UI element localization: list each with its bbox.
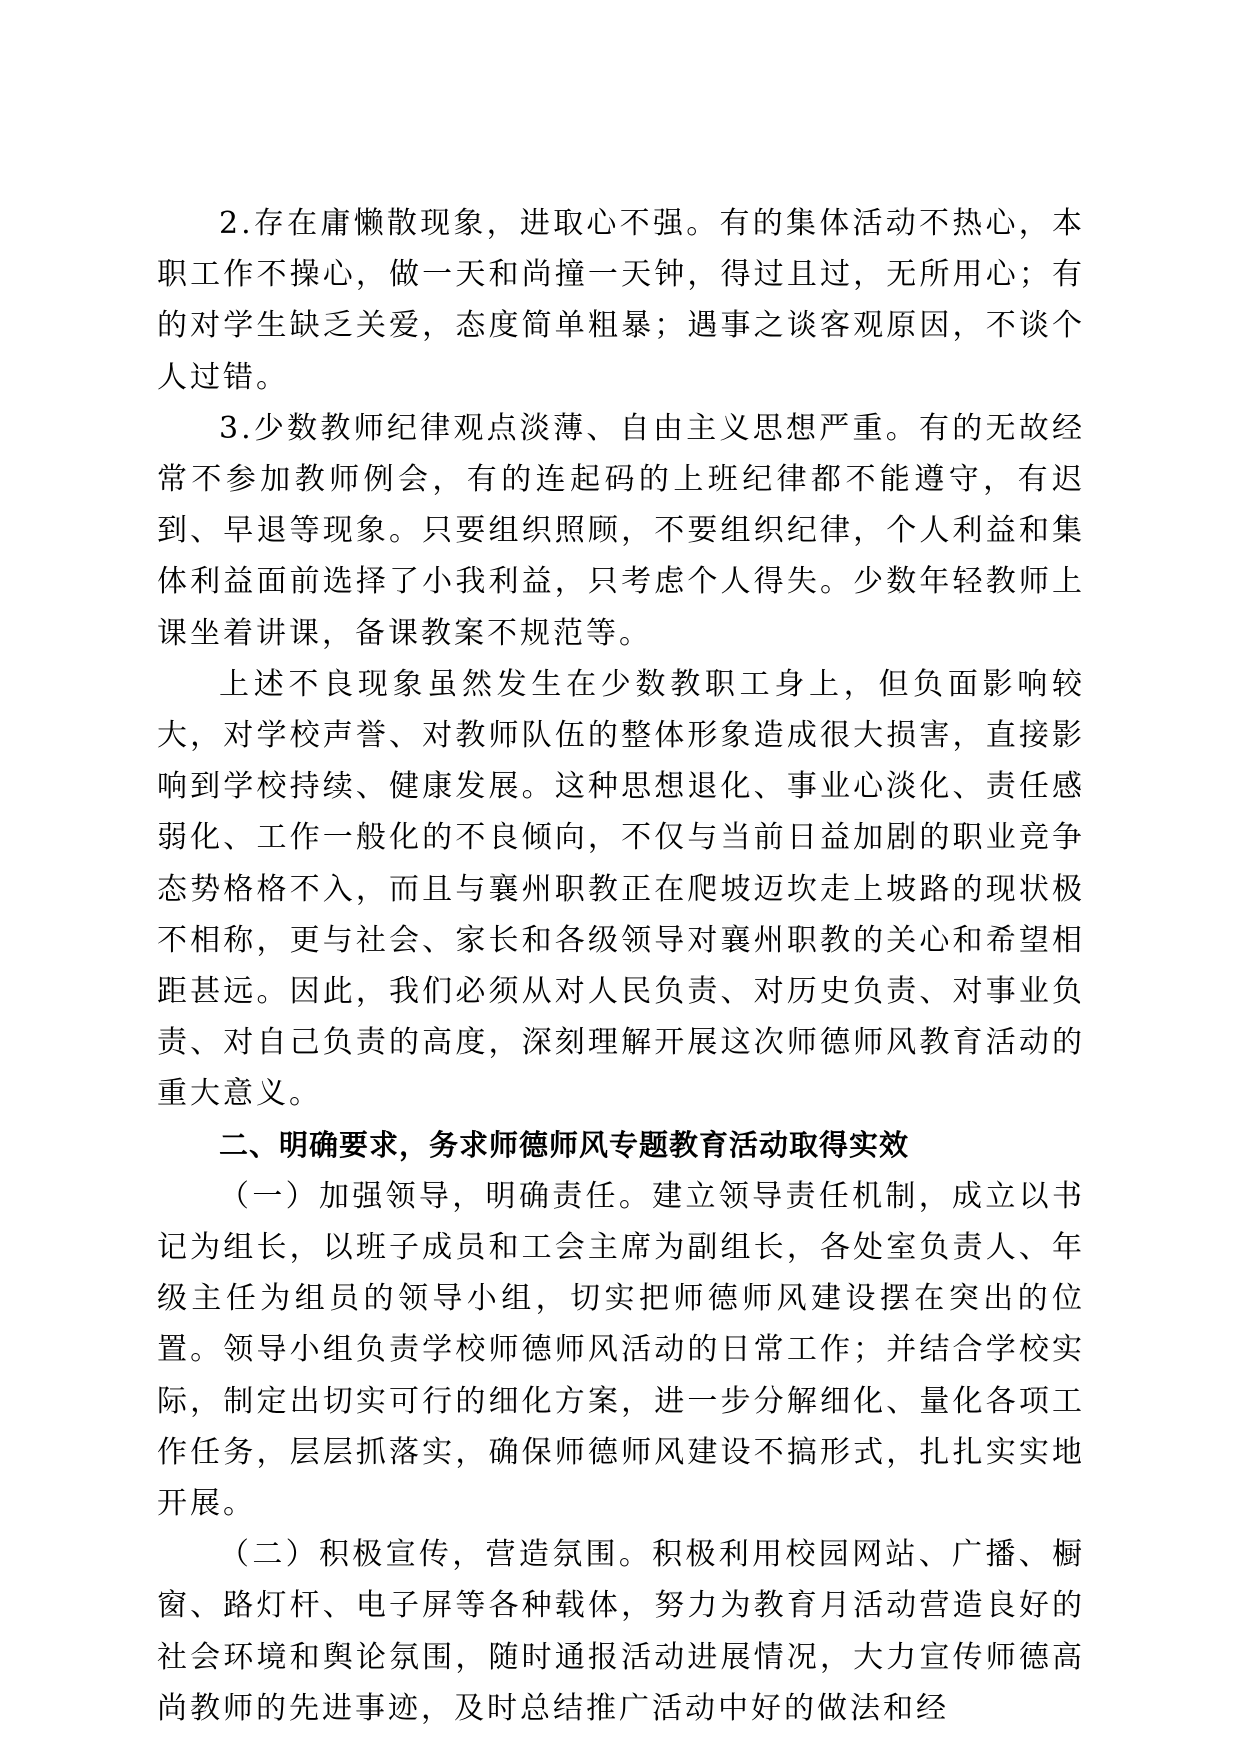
paragraph-discipline: 3.少数教师纪律观点淡薄、自由主义思想严重。有的无故经常不参加教师例会，有的连起码的上班纪律都不能遵守，有迟到、早退等现象。只要组织照顾，不要组织纪律，个人利益和集体利益面前选择了小我利益，只考虑个人得失。少数年轻教师上课坐着讲课，备课教案不规范等。 (157, 410, 1085, 651)
paragraph-publicity: （二）积极宣传，营造氛围。积极利用校园网站、广播、橱窗、路灯杆、电子屏等各种载体，努力为教育月活动营造良好的社会环境和舆论氛围，随时通报活动进展情况，大力宣传师德高尚教师的先进事迹，及时总结推广活动中好的做法和经 (157, 1537, 1085, 1726)
paragraph-laziness: 2.存在庸懒散现象，进取心不强。有的集体活动不热心，本职工作不操心，做一天和尚撞一天钟，得过且过，无所用心；有的对学生缺乏关爱，态度简单粗暴；遇事之谈客观原因，不谈个人过错。 (157, 206, 1085, 395)
paragraph-impact: 上述不良现象虽然发生在少数教职工身上，但负面影响较大，对学校声誉、对教师队伍的整体形象造成很大损害，直接影响到学校持续、健康发展。这种思想退化、事业心淡化、责任感弱化、工作一般化的不良倾向，不仅与当前日益加剧的职业竞争态势格格不入，而且与襄州职教正在爬坡迈坎走上坡路的现状极不相称，更与社会、家长和各级领导对襄州职教的关心和希望相距甚远。因此，我们必须从对人民负责、对历史负责、对事业负责、对自己负责的高度，深刻理解开展这次师德师风教育活动的重大意义。 (157, 666, 1085, 1112)
section-heading-requirements: 二、明确要求，务求师德师风专题教育活动取得实效 (219, 1127, 910, 1162)
paragraph-leadership: （一）加强领导，明确责任。建立领导责任机制，成立以书记为组长，以班子成员和工会主席为副组长，各处室负责人、年级主任为组员的领导小组，切实把师德师风建设摆在突出的位置。领导小组负责学校师德师风活动的日常工作；并结合学校实际，制定出切实可行的细化方案，进一步分解细化、量化各项工作任务，层层抓落实，确保师德师风建设不搞形式，扎扎实实地开展。 (157, 1178, 1085, 1522)
document-page (157, 198, 1085, 1734)
